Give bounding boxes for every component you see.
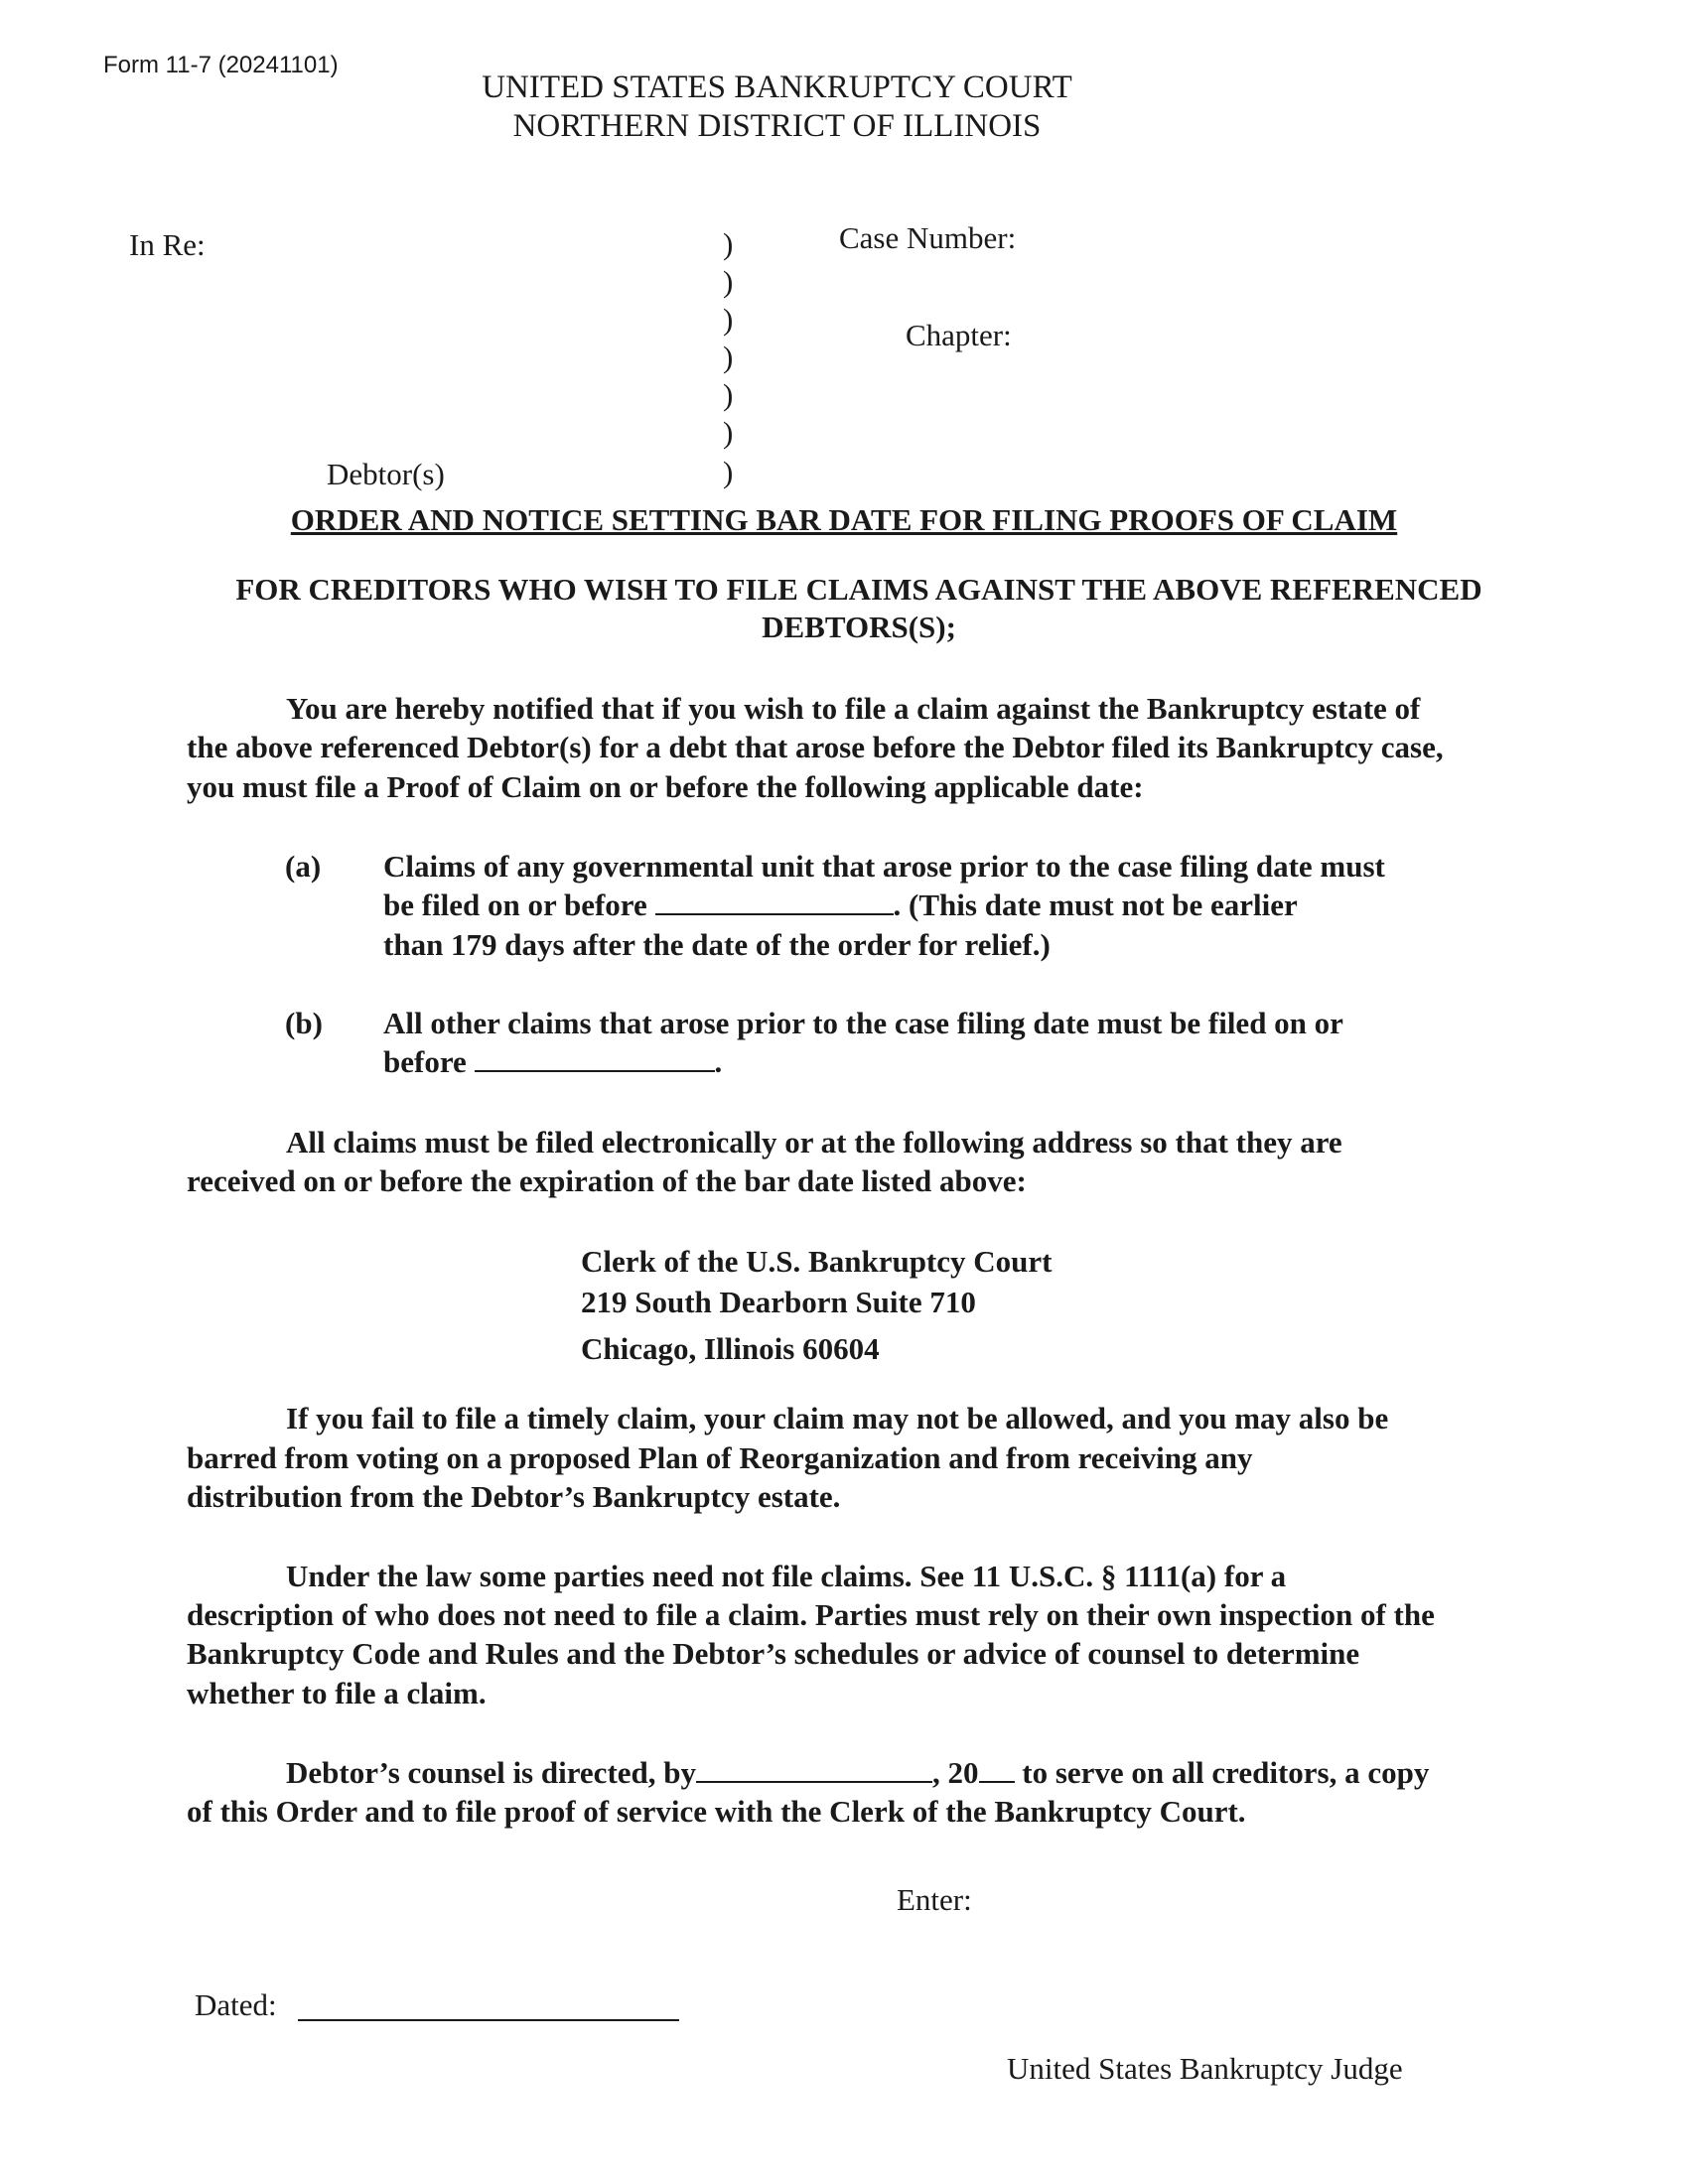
item-a-line2-post: . (This date must not be earlier <box>893 887 1298 922</box>
form-revision: (20241101) <box>217 52 339 78</box>
form-number: Form 11-7 <box>103 52 211 78</box>
filing-line2: received on or before the expiration of the bar date listed above: <box>187 1163 1027 1198</box>
intro-line2: the above referenced Debtor(s) for a debt that arose before the Debtor filed its Bankruptcy case, <box>187 730 1444 764</box>
item-a-line1: Claims of any governmental unit that arose prior to the case filing date must <box>383 849 1385 884</box>
other-claims-bar-date-blank[interactable] <box>475 1044 715 1072</box>
counsel-line1 <box>286 1755 1429 1791</box>
intro-line1: You are hereby notified that if you wish to file a claim against the Bankruptcy estate of <box>286 691 1421 726</box>
item-a-line2-pre: be filed on or before <box>383 887 655 922</box>
item-b-line2-pre: before <box>383 1044 475 1079</box>
bracket-paren: ) <box>723 455 734 489</box>
bracket-paren: ) <box>723 377 734 412</box>
bracket-paren: ) <box>723 340 734 374</box>
counsel-line2: of this Order and to file proof of service with the Clerk of the Bankruptcy Court. <box>187 1794 1246 1829</box>
order-title: ORDER AND NOTICE SETTING BAR DATE FOR FILING PROOFS OF CLAIM <box>290 502 1398 537</box>
address-line3: Chicago, Illinois 60604 <box>581 1331 880 1366</box>
in-re-label: In Re: <box>129 227 206 262</box>
fail-line2: barred from voting on a proposed Plan of Reorganization and from receiving any <box>187 1440 1253 1475</box>
law-line3: Bankruptcy Code and Rules and the Debtor’s schedules or advice of counsel to determine <box>187 1636 1360 1671</box>
item-a-label: (a) <box>285 849 322 884</box>
debtor-label: Debtor(s) <box>327 457 445 491</box>
address-line1: Clerk of the U.S. Bankruptcy Court <box>581 1244 1053 1279</box>
dated-line[interactable] <box>298 2019 679 2021</box>
item-a-line2 <box>383 887 1298 923</box>
bracket-paren: ) <box>723 302 734 337</box>
law-line1: Under the law some parties need not file claims. See 11 U.S.C. § 1111(a) for a <box>286 1559 1287 1593</box>
filing-line1: All claims must be filed electronically or at the following address so that they are <box>286 1125 1342 1160</box>
counsel-line1-post: to serve on all creditors, a copy <box>1014 1755 1430 1790</box>
counsel-line1-mid: , 20 <box>932 1755 979 1790</box>
item-b-line2 <box>383 1044 722 1080</box>
governmental-bar-date-blank[interactable] <box>655 887 894 915</box>
counsel-line1-pre: Debtor’s counsel is directed, by <box>286 1755 697 1790</box>
item-b-line1: All other claims that arose prior to the case filing date must be filed on or <box>383 1006 1343 1040</box>
law-line2: description of who does not need to file a claim. Parties must rely on their own inspection of the <box>187 1597 1435 1632</box>
court-district: NORTHERN DISTRICT OF ILLINOIS <box>512 108 1042 144</box>
enter-label: Enter: <box>897 1882 972 1917</box>
item-a-line3: than 179 days after the date of the order for relief.) <box>383 927 1051 962</box>
law-line4: whether to file a claim. <box>187 1676 487 1710</box>
fail-line1: If you fail to file a timely claim, your claim may not be allowed, and you may also be <box>286 1401 1389 1435</box>
case-number-label: Case Number: <box>839 220 1017 255</box>
dated-label: Dated: <box>195 1987 277 2022</box>
item-b-line2-post: . <box>714 1044 723 1079</box>
bracket-paren: ) <box>723 264 734 299</box>
service-year-blank[interactable] <box>979 1755 1015 1783</box>
court-name: UNITED STATES BANKRUPTCY COURT <box>482 69 1072 105</box>
bracket-paren: ) <box>723 415 734 450</box>
intro-line3: you must file a Proof of Claim on or before the following applicable date: <box>187 769 1144 804</box>
chapter-label: Chapter: <box>906 318 1012 352</box>
subtitle-line2: DEBTORS(S); <box>762 610 956 644</box>
item-b-label: (b) <box>285 1006 323 1040</box>
fail-line3: distribution from the Debtor’s Bankruptcy estate. <box>187 1479 841 1514</box>
subtitle-line1: FOR CREDITORS WHO WISH TO FILE CLAIMS AGAINST THE ABOVE REFERENCED <box>235 572 1482 607</box>
address-line2: 219 South Dearborn Suite 710 <box>581 1285 976 1319</box>
bracket-paren: ) <box>723 226 734 261</box>
service-date-blank[interactable] <box>696 1755 932 1783</box>
judge-label: United States Bankruptcy Judge <box>1007 2051 1403 2086</box>
